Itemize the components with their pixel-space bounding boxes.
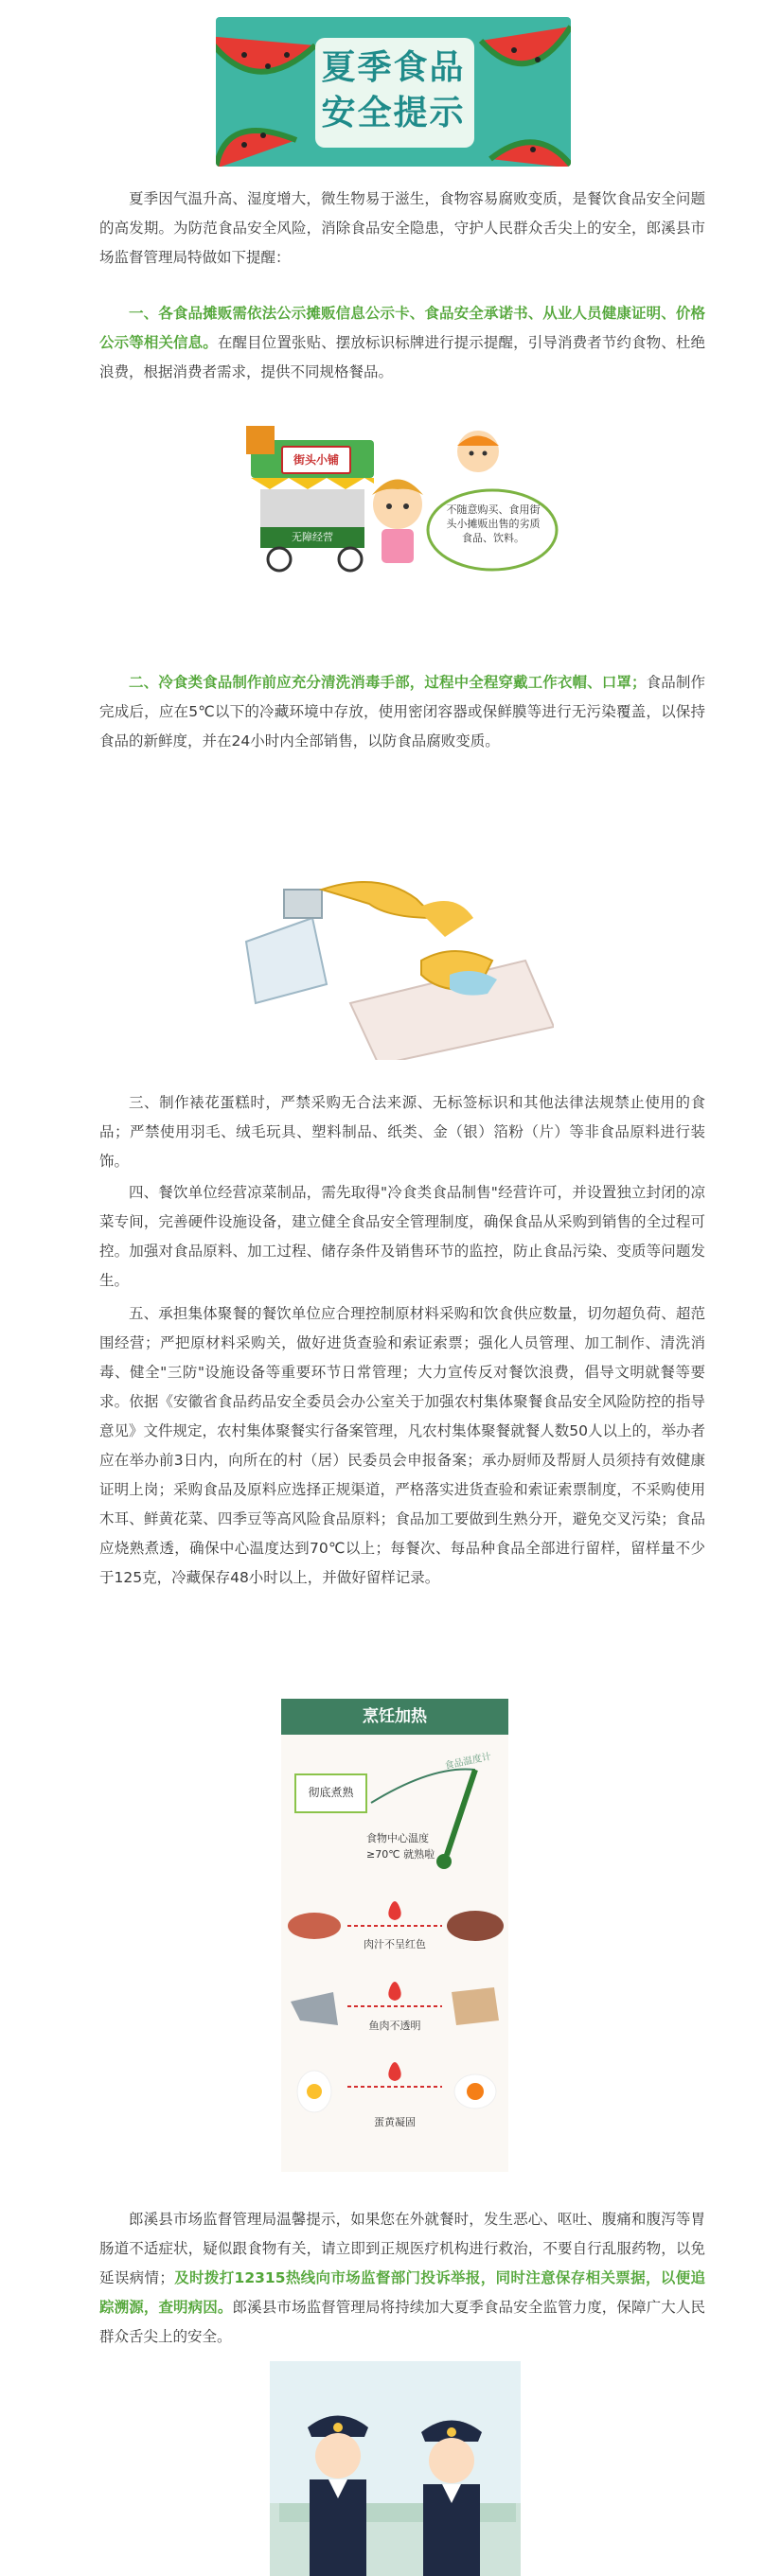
thermometer-label: 食品温度计: [443, 1751, 492, 1773]
cleaning-illustration: [227, 852, 554, 1060]
egg-label: 蛋黄凝固: [374, 2116, 416, 2128]
item2-text: 食品制作完成后，应在5℃以下的冷藏环境中存放，使用密闭容器或保鲜膜等进行无污染覆盖，以保持食品的新鲜度，并在24小时内全部销售，以防食品腐败变质。: [99, 674, 705, 750]
street-stall-illustration: [232, 421, 559, 582]
cooking-header: 烹饪加热: [281, 1699, 508, 1735]
item4-paragraph: 四、餐饮单位经营凉菜制品，需先取得"冷食类食品制售"经营许可，并设置独立封闭的凉菜专间，完善硬件设施设备，建立健全食品安全管理制度，确保食品从采购到销售的全过程可控。加强对食品原料、加工过程、储存条件及销售环节的监控，防止食品污染、变质等问题发生。: [99, 1184, 705, 1289]
item1-paragraph: [99, 299, 705, 387]
cooking-infographic: [281, 1699, 508, 2172]
fish-label: 鱼肉不透明: [368, 2020, 421, 2032]
closing-text-2: 郎溪县市场监督管理局将持续加大夏季食品安全监管力度，保障广大人民群众舌尖上的安全。: [99, 2299, 705, 2345]
banner-title: 夏季食品 安全提示: [321, 48, 466, 132]
meat-label: 肉汁不呈红色: [364, 1938, 426, 1950]
item2-paragraph: [99, 668, 705, 756]
temp-threshold-label: ≥70℃ 就熟啦: [366, 1848, 435, 1861]
item3-paragraph: 三、制作裱花蛋糕时，严禁采购无合法来源、无标签标识和其他法律法规禁止使用的食品；严禁使用羽毛、绒毛玩具、塑料制品、纸类、金（银）箔粉（片）等非食品原料进行装饰。: [99, 1094, 705, 1170]
item5-paragraph: 五、承担集体聚餐的餐饮单位应合理控制原材料采购和饮食供应数量，切勿超负荷、超范围经营；严把原材料采购关，做好进货查验和索证索票；强化人员管理、加工制作、清洗消毒、健全"三防"设施设备等重要环节日常管理；大力宣传反对餐饮浪费，倡导文明就餐等要求。依据《安徽省食品药品安全委员会办公室关于加强农村集体聚餐食品安全风险防控的指导意见》文件规定，农村集体聚餐实行备案管理，凡农村集体聚餐就餐人数50人以上的，举办者应在举办前3日内，向所在的村（居）民委员会申报备案；承办厨师及帮厨人员须持有效健康证明上岗；采购食品及原料应选择正规渠道，严格落实进货查验和索证索票制度，不采购使用木耳、鲜黄花菜、四季豆等高风险食品原料；食品加工要做到生熟分开，避免交叉污染；食品应烧熟煮透，确保中心温度达到70℃以上；每餐次、每品种食品全部进行留样，留样量不少于125克，冷藏保存48小时以上，并做好留样记录。: [99, 1305, 705, 1586]
stall-sign: 街头小铺: [281, 446, 351, 474]
closing-paragraph: [99, 2205, 705, 2352]
closing-highlight: 及时拨打12315热线向市场监督部门投诉举报，同时注意保存相关票据，以便追踪溯源，查明病因。: [99, 2269, 705, 2316]
cart-label: 无障经营: [292, 531, 333, 543]
thorough-cook-label: 彻底煮熟: [308, 1786, 354, 1799]
summer-food-safety-banner: [216, 17, 571, 167]
intro-paragraph: 夏季因气温升高、湿度增大，微生物易于滋生，食物容易腐败变质，是餐饮食品安全问题的高发期。为防范食品安全风险，消除食品安全隐患，守护人民群众舌尖上的安全，郎溪县市场监督管理局特做如下提醒：: [99, 190, 705, 266]
closing-text-1: 郎溪县市场监督管理局温馨提示，如果您在外就餐时，发生恶心、呕吐、腹痛和腹泻等胃肠道不适症状，疑似跟食物有关，请立即到正规医疗机构进行救治，不要自行乱服药物，以免延误病情；: [99, 2211, 705, 2286]
item1-text: 在醒目位置张贴、摆放标识标牌进行提示提醒，引导消费者节约食物、杜绝浪费，根据消费者需求，提供不同规格餐品。: [99, 334, 705, 380]
item2-highlight: 二、冷食类食品制作前应充分清洗消毒手部，过程中全程穿戴工作衣帽、口罩；: [129, 674, 647, 691]
item1-highlight: 一、各食品摊贩需依法公示摊贩信息公示卡、食品安全承诺书、从业人员健康证明、价格公示等相关信息。: [99, 305, 705, 351]
speech-bubble-text: 不随意购买、食用街头小摊贩出售的劣质食品、饮料。: [446, 503, 541, 544]
center-temp-label: 食物中心温度: [366, 1832, 429, 1844]
officers-illustration: [270, 2361, 521, 2576]
